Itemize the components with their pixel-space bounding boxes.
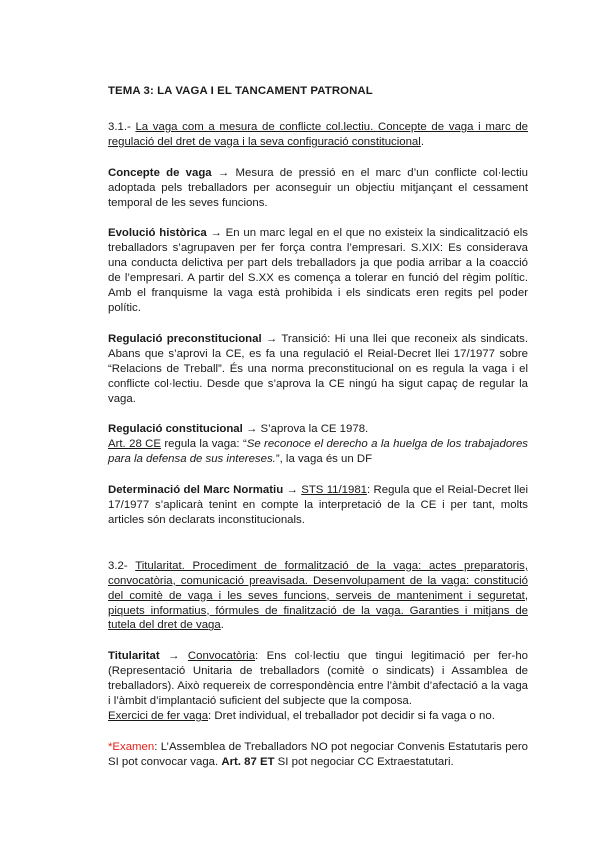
exam-marker: *Examen [108,740,155,753]
arrow: → [283,484,302,497]
legal-quote: Se reconoce el derecho a la huelga de los trabajadores para la defensa de sus intereses. [108,438,528,466]
arrow: → [206,227,226,240]
article-reference: Art. 28 CE [108,438,161,451]
paragraph-evolucio [108,226,528,315]
section-title-end: . [220,619,224,632]
section-number: 3.1.- [108,120,136,133]
paragraph-text: : Dret individual, el treballador pot decidir si fa vaga o no. [208,710,495,722]
section-title: Titularitat. Procediment de formalització de la vaga: actes preparatoris, convocatòria, comunicació preavisada. Desenvolupament de la vaga: constitució del comitè de vaga i les seves funcions, serveis de manteniment i seguretat, piquets informatius, fórmules de finalització de la vaga. Garanties i mitjans de tutela del dret de vaga [108,559,528,632]
paragraph-text: En un marc legal en el que no existeix la sindicalització els treballadors s’agrupaven per fer força contra l’empresari. S.XIX: Es considerava una conducta delictiva per part dels treballadors ja que podia arribar a la coacció de l’empresari. A partir del S.XX es comença a tolerar en funció del règim polític. Amb el franquisme la vaga està prohibida i els sindicats eren regits pel poder polític. [108,227,528,314]
paragraph-constitucional [108,422,528,437]
section-title-end: . [420,135,424,148]
paragraph-text: Transició: Hi una llei que reconeix als sindicats. Abans que s’aprovi la CE, es fa una regulació el Reial-Decret llei 17/1977 sobre “Relacions de Treball”. És una norma preconstitucional on es regula la vaga i el conflicte col·lectiu. Desde que s’aprova la CE ningú ha sigut capaç de regular la vaga. [108,332,528,405]
subterm-label: Exercici de fer vaga [108,710,209,722]
section-3-2-heading [108,559,528,634]
arrow: → [159,650,188,663]
paragraph-examen-note [108,740,528,770]
arrow: → [261,332,282,345]
paragraph-text: : L’Assemblea de Treballadors NO pot negociar Convenis Estatutaris pero SI pot convocar vaga. [108,740,528,768]
paragraph-text: ”, la vaga és un DF [275,453,373,466]
paragraph-text: SI pot negociar CC Extraestatutari. [274,755,454,768]
paragraph-text: : Regula que el Reial-Decret llei 17/1977 s’aplicarà tenint en compte la interpretació de la CE i per tant, molts articles són declarats inconstitucionals. [108,484,528,526]
term-label: Concepte de vaga [108,166,212,179]
sentence-reference: STS 11/1981 [301,484,368,497]
term-label: Titularitat [108,650,160,663]
paragraph-exercici [108,709,528,724]
paragraph-text: Mesura de pressió en el marc d’un conflicte col·lectiu adoptada pels treballadors per aconseguir un objectiu mitjançant el cessament temporal de les seves funcions. [108,166,528,209]
section-number: 3.2- [108,559,136,572]
subterm-label: Convocatòria [187,650,256,663]
document-page [108,84,528,770]
page-title: TEMA 3: LA VAGA I EL TANCAMENT PATRONAL [108,85,373,97]
term-label: Determinació del Marc Normatiu [108,484,284,497]
paragraph-marc-normatiu [108,483,528,528]
paragraph-preconstitucional [108,332,528,407]
term-label: Evolució històrica [108,227,207,240]
term-label: Regulació preconstitucional [108,332,262,345]
paragraph-text: S’aprova la CE 1978. [260,423,369,436]
paragraph-text: : Ens col·lectiu que tingui legitimació per fer-ho (Representació Unitaria de treballadors (comitè o sindicats) i Assamblea de treballadors). Això requereix de correspondència entre l’àmbit d’afectació a la vaga i l’àmbit d’implantació suficient del subjecte que la composa. [108,650,528,708]
paragraph-text: regula la vaga: “ [161,438,247,451]
paragraph-titularitat [108,649,528,709]
arrow: → [242,423,261,436]
term-label: Regulació constitucional [108,423,243,436]
arrow: → [211,166,236,179]
paragraph-concepte [108,166,528,211]
section-title: La vaga com a mesura de conflicte col.lectiu. Concepte de vaga i marc de regulació del dret de vaga i la seva configuració constitucional [108,120,528,148]
paragraph-art28 [108,437,528,467]
section-3-1-heading [108,120,528,150]
article-reference: Art. 87 ET [221,755,275,768]
